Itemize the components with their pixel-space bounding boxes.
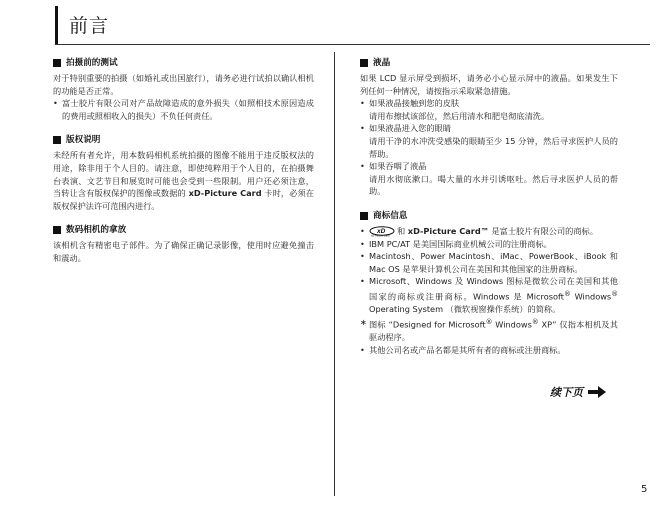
section-title: 商标信息 [373,210,408,221]
list-item-text: IBM PC/AT 是美国国际商业机械公司的注册商标。 [369,238,552,249]
section-trademarks [360,210,618,356]
bullet-icon: • [360,225,365,236]
list-item-text: Macintosh、Power Macintosh、iMac、PowerBook、iBook 和 Mac OS 是苹果计算机公司在美国和其他国家的注册商标。 [369,251,618,274]
list-item-text: XP” 仅指本相机及其驱动程序。 [369,319,618,343]
registered-mark: ® [485,317,493,326]
body-bold-text: xD-Picture Card [188,188,262,199]
list-item-text: 图标 “Designed for Microsoft [369,319,486,330]
list-item-text: Microsoft、Windows 及 Windows 图标是微软公司在美国和其他国家的商标或注册商标。Windows 是 Microsoft [369,276,618,302]
registered-mark: ® [611,289,619,298]
section-title: 数码相机的拿放 [66,225,127,236]
column-divider [334,52,335,496]
bullet-icon: • [360,161,365,172]
list-item [360,344,618,357]
left-column [53,57,314,277]
section-heading [53,134,314,146]
list-item [360,97,618,122]
list-item [360,316,618,344]
list-item-bold-text: xD-Picture Card™ [407,225,489,236]
section-heading [360,57,618,69]
right-column [360,57,618,368]
bullet-icon: • [53,98,58,109]
list-item-text: Windows [492,319,532,330]
logo-text: xD-Picture Card [371,234,390,237]
continue-label: 续下页 [550,386,583,399]
list-item [360,122,618,160]
list-item [360,160,618,198]
square-bullet-icon [360,59,368,67]
section-copyright [53,134,314,212]
section-title: 版权说明 [66,135,101,146]
square-bullet-icon [53,226,61,234]
list-item [53,97,314,122]
section-pre-shoot-test [53,57,314,122]
square-bullet-icon [53,136,61,144]
right-arrow-icon [587,386,607,398]
continue-next-page-link[interactable] [550,384,607,400]
section-body [53,149,314,212]
section-heading [53,224,314,236]
section-camera-handling [53,224,314,264]
list-item-text: 是富士胶片有限公司的商标。 [488,225,598,236]
list-item-text: 和 [397,225,408,236]
list-item-text: Operating System （微软视窗操作系统）的简称。 [369,304,561,315]
section-lcd [360,57,618,198]
body-text: 卡时，必须在版权保护法许可范围内进行。 [53,188,315,211]
list-item-text: 其他公司名或产品名都是其所有者的商标或注册商标。 [369,344,566,355]
bullet-list [360,225,618,356]
page-title: 前言 [55,6,109,44]
bullet-icon: • [360,276,365,287]
section-title: 液晶 [373,58,391,68]
bullet-icon: • [360,123,365,134]
list-item [360,250,618,275]
list-item-text: 请用干净的水冲洗受感染的眼睛至少 15 分钟，然后寻求医护人员的帮助。 [369,135,618,159]
bullet-list [360,97,618,198]
registered-mark: ® [531,317,539,326]
list-item-text: 请用水彻底漱口。喝大量的水并引诱呕吐。然后寻求医护人员的帮助。 [369,173,618,197]
section-title: 拍摄前的测试 [66,58,118,68]
list-item [360,225,618,238]
list-item-text: 富士胶片有限公司对产品故障造成的意外损失（如照相技术原因造成的费用或照相收入的损失）不负任何责任。 [62,98,314,121]
page-number: 5 [641,484,648,495]
bullet-icon: • [360,98,365,109]
bullet-list [53,97,314,122]
bullet-icon: • [360,251,365,262]
list-item-head: 如果吞咽了液晶 [369,161,427,172]
xd-picture-card-logo-icon [369,226,395,237]
list-item-text: Windows [570,291,612,302]
list-item-head: 如果液晶进入您的眼睛 [369,123,451,134]
section-body: 如果 LCD 显示屏受到损坏，请务必小心显示屏中的液晶。如果发生下列任何一种情况，请按指示采取紧急措施。 [360,73,618,96]
bullet-icon: • [360,238,365,249]
list-item-head: 如果液晶接触到您的皮肤 [369,98,460,109]
section-heading [360,210,618,222]
list-item [360,238,618,251]
registered-mark: ® [563,289,571,298]
svg-text:xD: xD [377,228,386,236]
list-item-text: 请用布擦拭该部位，然后用清水和肥皂彻底清洗。 [369,110,550,121]
section-body: 对于特别重要的拍摄（如婚礼或出国旅行），请务必进行试拍以确认相机的功能是否正常。 [53,73,314,96]
list-item [360,275,618,316]
square-bullet-icon [360,212,368,220]
title-rule [55,44,650,45]
body-text: 未经所有者允许，用本数码相机系统拍摄的图像不能用于违反版权法的用途，除非用于个人目的。请注意，即使纯粹用于个人目的，在拍摄舞台表演、文艺节目和展览时可能也会受到一些限制。用户还必须注意，当转让含有版权保护的图像或数据的 [53,150,314,199]
section-body: 该相机含有精密电子部件。为了确保正确记录影像，使用时应避免撞击和震动。 [53,240,314,263]
section-heading [53,57,314,69]
asterisk-icon: ∗ [360,316,367,327]
bullet-icon: • [360,344,365,355]
square-bullet-icon [53,59,61,67]
